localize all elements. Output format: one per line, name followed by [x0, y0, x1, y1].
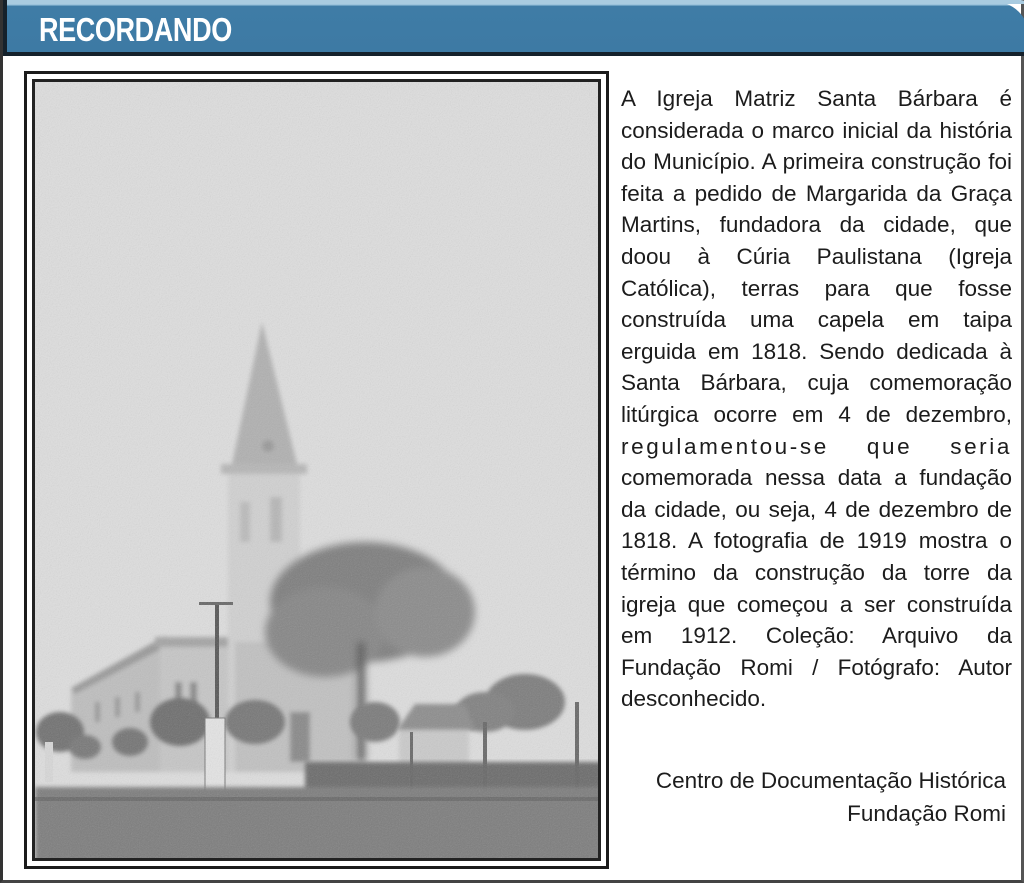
credit-foundation: Fundação Romi — [847, 801, 1006, 826]
article-line: doou à Cúria Paulistana (Igreja — [621, 243, 1012, 269]
article-line: igreja que começou a ser construída — [621, 591, 1012, 617]
article-line: da cidade, ou seja, 4 de dezembro de — [621, 496, 1012, 522]
section-title: RECORDANDO — [39, 11, 232, 48]
article-text — [621, 83, 1012, 715]
article-line: erguida em 1818. Sendo dedicada à — [621, 338, 1012, 364]
article-line: A Igreja Matriz Santa Bárbara é — [621, 86, 1012, 111]
article-line: 1818. A fotografia de 1919 mostra o — [621, 528, 1012, 554]
photo-frame — [24, 71, 609, 869]
article-line: considerada o marco inicial da história — [621, 117, 1012, 143]
article-line: Martins, fundadora da cidade, que — [621, 212, 1012, 238]
article-line: construída uma capela em taipa — [621, 307, 1012, 333]
article-line: do Município. A primeira construção foi — [621, 149, 1012, 175]
article-line: término da construção da torre da — [621, 559, 1012, 585]
article-line: em 1912. Coleção: Arquivo da — [621, 623, 1012, 649]
photo-credits — [656, 764, 1006, 830]
credit-institution: Centro de Documentação Histórica — [655, 768, 1006, 793]
article-line: Santa Bárbara, cuja comemoração — [621, 370, 1012, 396]
article-line: Fundação Romi / Fotógrafo: Autor — [621, 654, 1012, 680]
article-line: Católica), terras para que fosse — [621, 275, 1012, 301]
historic-photo — [32, 79, 601, 861]
article-line: litúrgica ocorre em 4 de dezembro, — [621, 401, 1012, 427]
article-line: desconhecido. — [621, 686, 767, 712]
section-header — [3, 0, 1024, 56]
article-line: regulamentou-se que seria — [621, 433, 1012, 459]
article-line: feita a pedido de Margarida da Graça — [621, 180, 1012, 206]
article-line: comemorada nessa data a fundação — [621, 465, 1012, 491]
church-photo-illustration — [35, 82, 601, 861]
